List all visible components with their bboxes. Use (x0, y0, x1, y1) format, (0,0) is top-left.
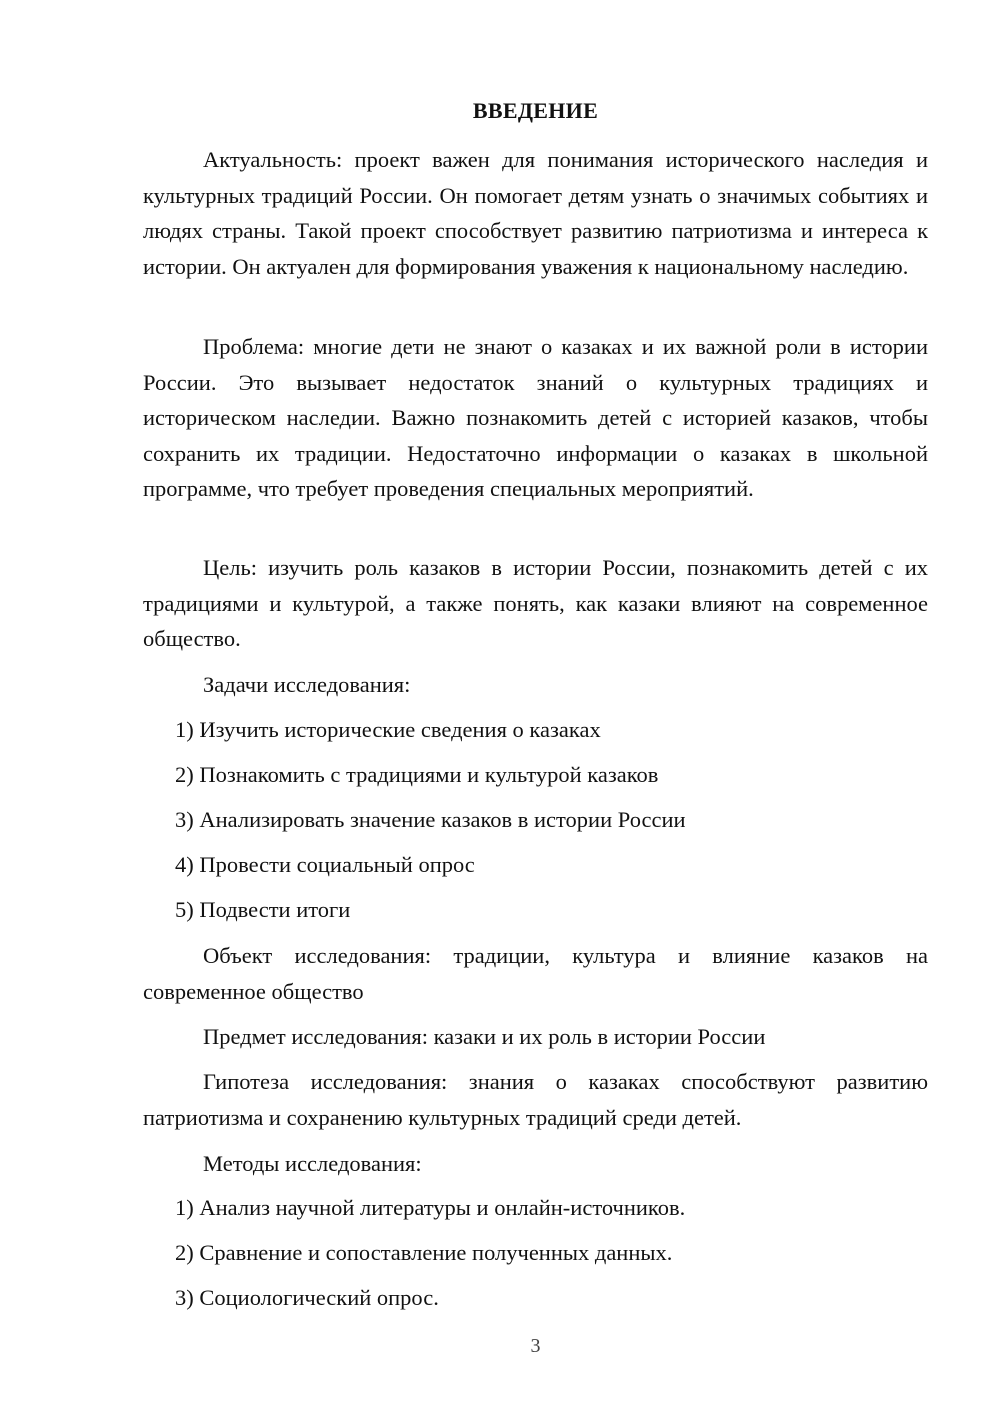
relevance-paragraph: Актуальность: проект важен для понимания исторического наследия и культурных традиций России. Он помогает детям узнать о значимых событиях и людях страны. Такой проект способствует развитию патриотизма и интереса к истории. Он актуален для формирования уважения к национальному наследию. (143, 147, 928, 279)
page-number: 3 (530, 1335, 541, 1357)
task-item: 4) Провести социальный опрос (175, 852, 475, 877)
task-item: 5) Подвести итоги (175, 897, 351, 922)
object-paragraph: Объект исследования: традиции, культура и влияние казаков на современное общество (143, 943, 928, 1004)
method-item: 1) Анализ научной литературы и онлайн-источников. (175, 1195, 686, 1220)
task-item: 1) Изучить исторические сведения о казаках (175, 717, 601, 742)
hypothesis-paragraph: Гипотеза исследования: знания о казаках способствуют развитию патриотизма и сохранению культурных традиций среди детей. (143, 1069, 928, 1130)
methods-heading: Методы исследования: (203, 1151, 422, 1176)
task-item: 3) Анализировать значение казаков в истории России (175, 807, 686, 832)
method-item: 3) Социологический опрос. (175, 1285, 439, 1310)
section-title: ВВЕДЕНИЕ (472, 98, 599, 123)
tasks-heading: Задачи исследования: (203, 672, 411, 697)
goal-paragraph: Цель: изучить роль казаков в истории России, познакомить детей с их традициями и культурой, а также понять, как казаки влияют на современное общество. (143, 555, 928, 651)
method-item: 2) Сравнение и сопоставление полученных данных. (175, 1240, 673, 1265)
task-item: 2) Познакомить с традициями и культурой казаков (175, 762, 659, 787)
document-page (143, 0, 928, 1414)
problem-paragraph: Проблема: многие дети не знают о казаках и их важной роли в истории России. Это вызывает недостаток знаний о культурных традициях и историческом наследии. Важно познакомить детей с историей казаков, чтобы сохранить их традиции. Недостаточно информации о казаках в школьной программе, что требует проведения специальных мероприятий. (143, 334, 928, 501)
subject-paragraph: Предмет исследования: казаки и их роль в истории России (203, 1024, 766, 1049)
